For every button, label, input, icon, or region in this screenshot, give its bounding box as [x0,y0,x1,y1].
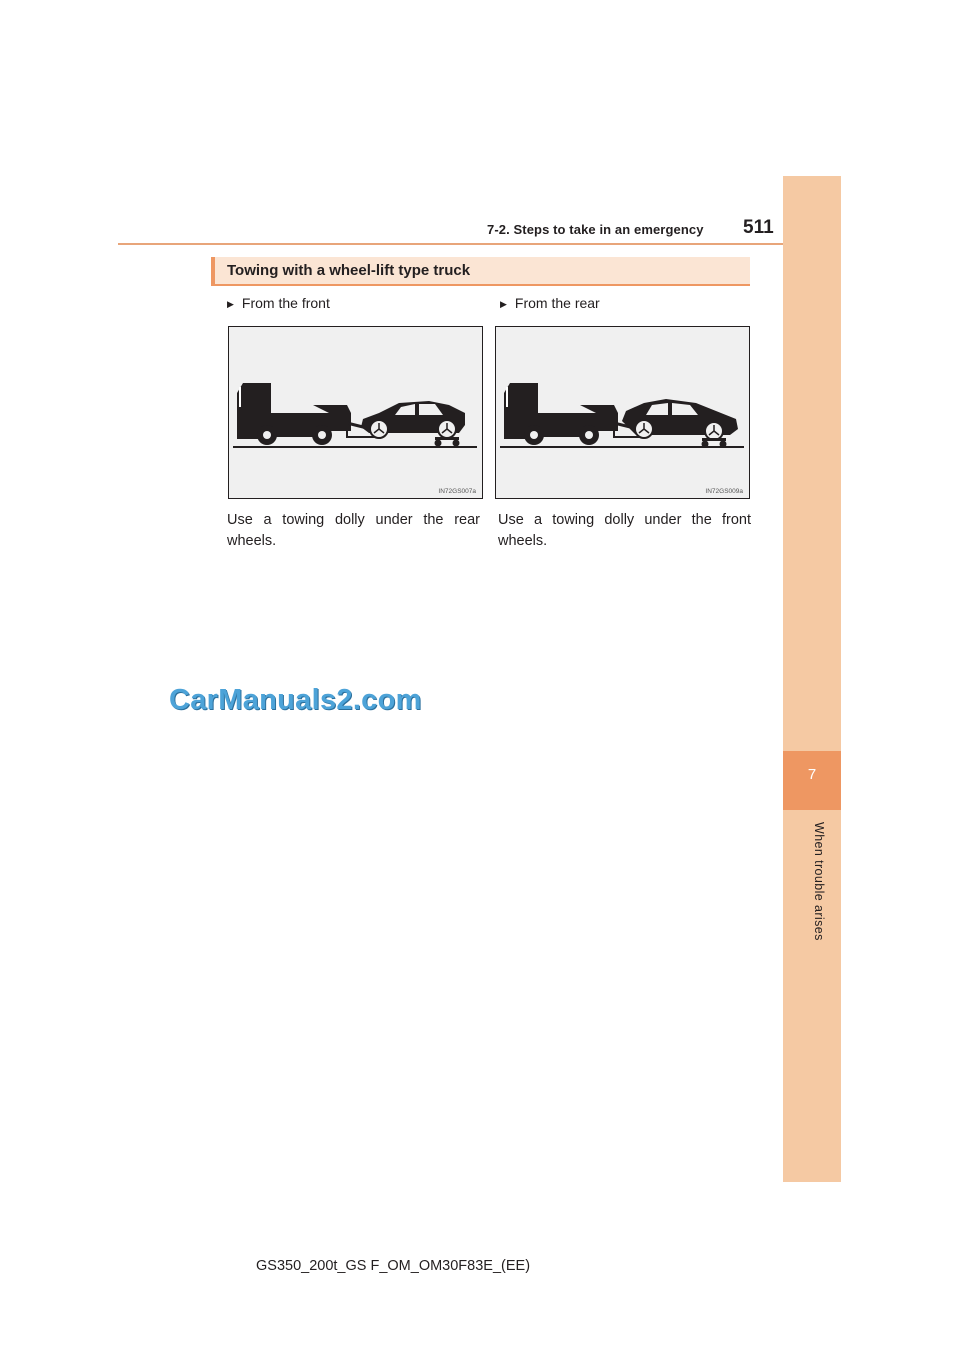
figure-caption-front [227,295,330,311]
tow-truck-illustration [496,327,751,500]
tow-illustration-front [228,326,483,499]
chapter-number: 7 [807,766,817,783]
footer-document-id: GS350_200t_GS F_OM_OM30F83E_(EE) [256,1258,531,1274]
section-reference: 7-2. Steps to take in an emergency [487,222,704,237]
figure-id: IN72GS007a [438,488,476,495]
tow-truck-illustration [229,327,484,500]
section-heading: Towing with a wheel-lift type truck [227,262,471,279]
section-heading-bar [211,257,750,286]
triangle-right-icon: ▶ [227,299,234,309]
chapter-title: When trouble arises [812,822,826,941]
triangle-right-icon: ▶ [500,299,507,309]
figure-id: IN72GS009a [705,488,743,495]
body-text-front: Use a towing dolly under the rear wheels. [227,512,480,549]
page-number: 511 [743,217,774,238]
watermark: CarManuals2.com [169,684,422,716]
figure-caption-rear [500,295,600,311]
tow-illustration-rear [495,326,750,499]
caption-text: From the rear [514,295,600,311]
header-divider [118,243,841,245]
caption-text: From the front [241,295,330,311]
chapter-tab-strip [783,176,841,1182]
body-text-rear: Use a towing dolly under the front wheels. [498,512,751,549]
